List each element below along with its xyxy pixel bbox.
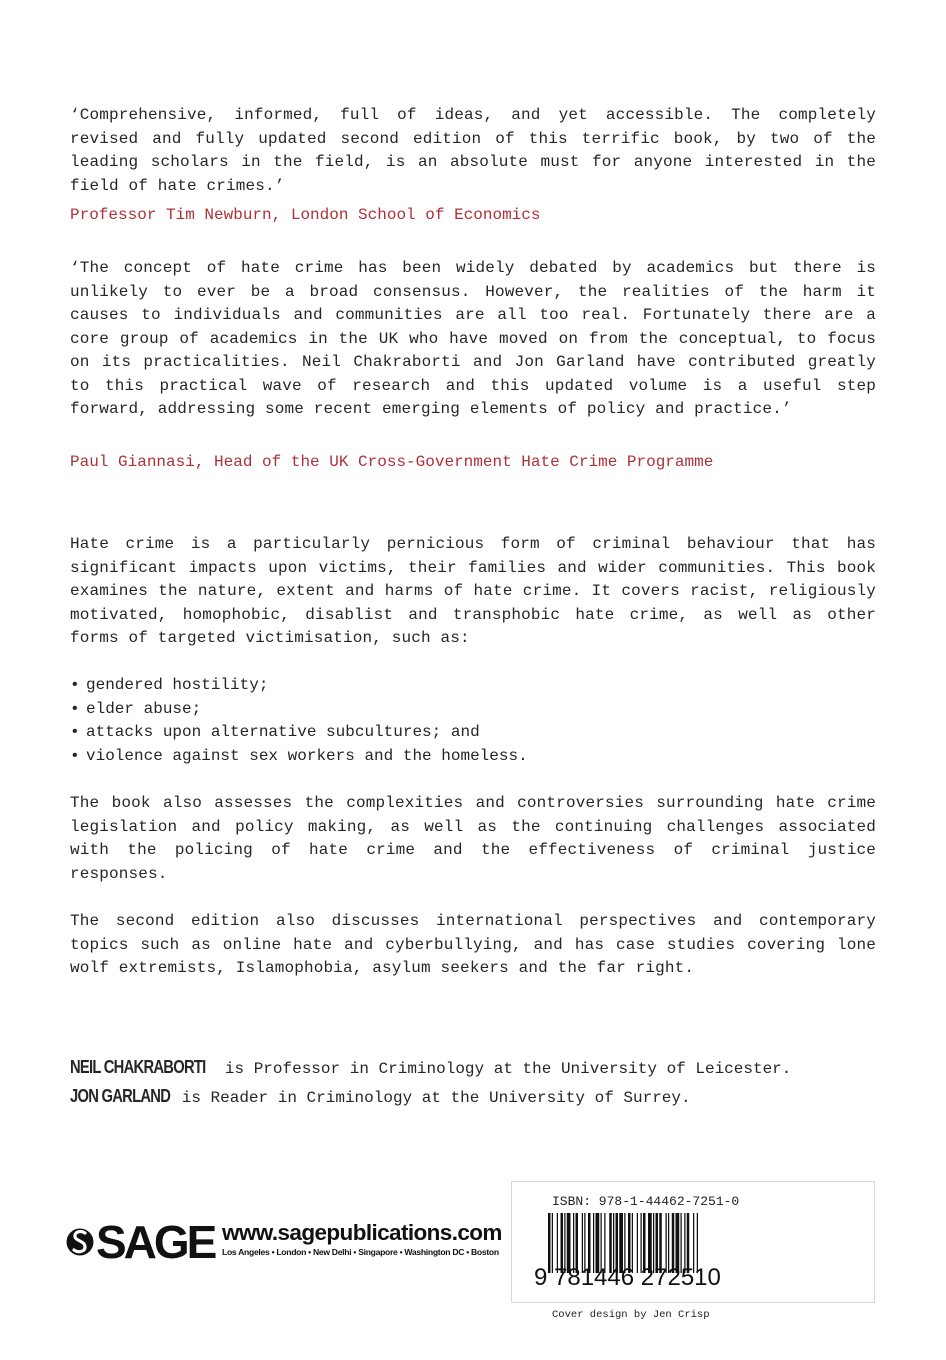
author-2-bio: is Reader in Criminology at the University of Surrey. [181, 1089, 691, 1107]
sage-s-icon [66, 1220, 94, 1264]
publisher-cities: Los Angeles • London • New Delhi • Singapore • Washington DC • Boston [222, 1247, 499, 1257]
list-item: • elder abuse; [70, 698, 528, 722]
description-para-2: The book also assesses the complexities and controversies surrounding hate crime legislation and policy making, as well as the continuing challenges associated with the policing of hate crime and the effectiveness of criminal justice responses. [70, 794, 876, 883]
bullet-icon: • [70, 699, 80, 718]
list-item: • gendered hostility; [70, 674, 528, 698]
sage-logo-text: SAGE [96, 1216, 215, 1268]
bullet-icon: • [70, 723, 80, 741]
list-item: • attacks upon alternative subcultures; and [70, 721, 528, 745]
quote-1-attribution: Professor Tim Newburn, London School of Economics [70, 206, 541, 224]
barcode-digits: 9 781446 272510 [534, 1264, 721, 1291]
bullet-icon: • [70, 676, 80, 694]
description-intro: Hate crime is a particularly pernicious form of criminal behaviour that has significant impacts upon victims, their families and wider communities. This book examines the nature, extent and harms of hate crime. It covers racist, religiously motivated, homophobic, disablist and transphobic hate crime, as well as other forms of targeted victimisation, such as: [70, 535, 876, 647]
author-1 [70, 1055, 791, 1081]
quote-1-text: ‘Comprehensive, informed, full of ideas, and yet accessible. The completely revised and fully updated second edition of this terrific book, by two of the leading scholars in the field, is an absolute must for anyone interested in the field of hate crimes.’ [70, 106, 876, 195]
author-1-bio: is Professor in Criminology at the University of Leicester. [224, 1060, 792, 1078]
author-2-name: JON GARLAND [70, 1086, 171, 1106]
bullet-icon: • [70, 746, 80, 765]
description-para-3: The second edition also discusses international perspectives and contemporary topics such as online hate and cyberbullying, and has case studies covering lone wolf extremists, Islamophobia, asylum seekers and the far right. [70, 912, 876, 977]
author-2 [70, 1084, 691, 1110]
cover-credit: Cover design by Jen Crisp [552, 1309, 710, 1321]
isbn-label: ISBN: 978-1-44462-7251-0 [552, 1194, 740, 1209]
list-item: • violence against sex workers and the homeless. [70, 745, 528, 769]
quote-2-attribution: Paul Giannasi, Head of the UK Cross-Government Hate Crime Programme [70, 453, 714, 471]
sage-logo [66, 1216, 214, 1268]
victimisation-list [70, 674, 528, 768]
author-1-name: NEIL CHAKRABORTI [70, 1057, 206, 1077]
quote-2-text: ‘The concept of hate crime has been widely debated by academics but there is unlikely to ever be a broad consensus. However, the realities of the harm it causes to individuals and communities are all too real. Fortunately there are a core group of academics in the UK who have moved on from the conceptual, to focus on its practicalities. Neil Chakraborti and Jon Garland have contributed greatly to this practical wave of research and this updated volume is a useful step forward, addressing some recent emerging elements of policy and practice.’ [70, 259, 876, 418]
publisher-url: www.sagepublications.com [222, 1220, 502, 1245]
